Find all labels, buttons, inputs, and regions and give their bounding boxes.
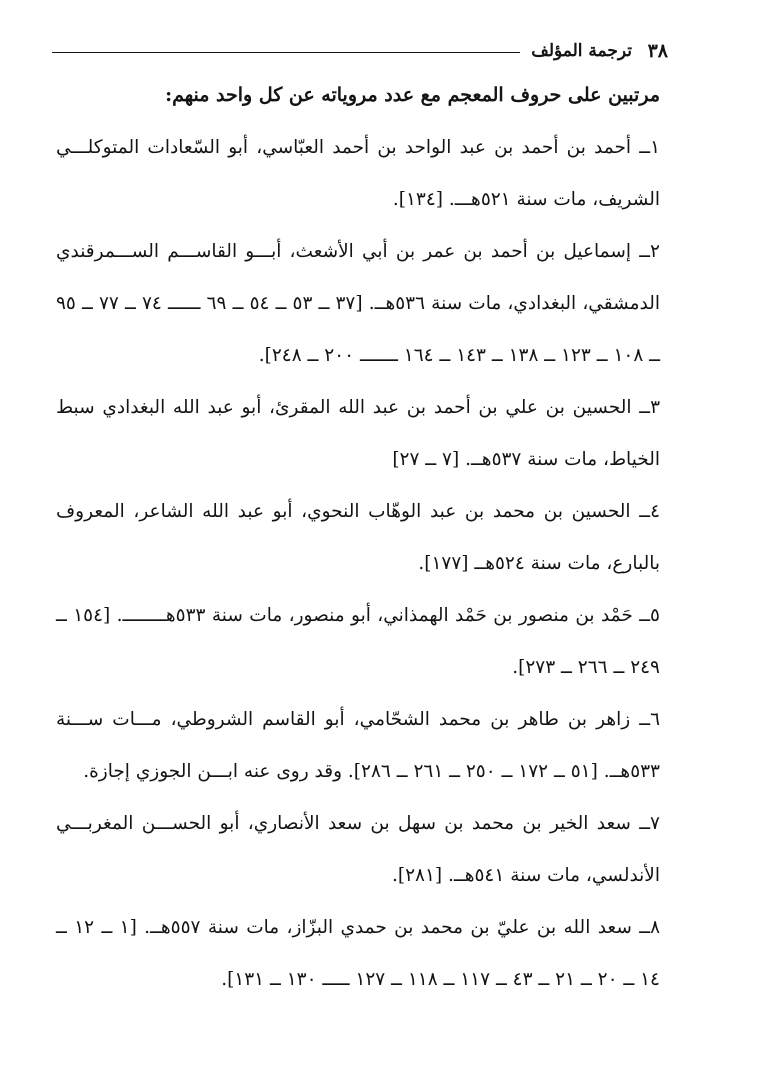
- entry-text: أحمد بن أحمد بن عبد الواحد بن أحمد العبّاسي، أبو السّعادات المتوكلـــي الشريف، مات سنة ٥٢١هـــ.: [56, 137, 660, 210]
- entry-references: [٧ ــ ٢٧]: [392, 449, 460, 470]
- intro-line: مرتبين على حروف المعجم مع عدد مروياته عن كل واحد منهم:: [165, 84, 660, 106]
- entry-number: ٧ــ: [639, 813, 660, 834]
- entry-text: سعد الله بن عليّ بن محمد بن حمدي البزّاز، مات سنة ٥٥٧هــ.: [144, 917, 632, 938]
- entry-text: زاهر بن طاهر بن محمد الشحّامي، أبو القاسم الشروطي، مـــات ســـنة ٥٣٣هــ.: [56, 709, 660, 782]
- body-text: [56, 74, 660, 1006]
- entry-number: ١ــ: [639, 137, 661, 158]
- entry-number: ٥ــ: [639, 605, 660, 626]
- entry-2: [56, 226, 660, 382]
- entry-6: [56, 694, 660, 798]
- entry-1: [56, 122, 660, 226]
- entry-3: [56, 382, 660, 486]
- entry-references: [٥١ ــ ١٧٢ ــ ٢٥٠ ــ ٢٦١ ــ ٢٨٦]. وقد روى عنه ابـــن الجوزي إجازة.: [83, 761, 598, 782]
- entry-text: سعد الخير بن محمد بن سهل بن سعد الأنصاري، أبو الحســـن المغربـــي الأندلسي، مات سنة ٥٤١هــ.: [56, 813, 660, 886]
- entry-references: [١٣٤].: [392, 189, 444, 210]
- entry-references: [١ ــ ١٢ ــ ١٤ ــ ٢٠ ــ ٢١ ــ ٤٣ ــ ١١٧ ــ ١١٨ ــ ١٢٧ ـــــ ١٣٠ ــ ١٣١].: [56, 917, 660, 990]
- entry-references: [١٧٧].: [418, 553, 469, 574]
- entry-references: [٢٨١].: [391, 865, 443, 886]
- entry-5: [56, 590, 660, 694]
- entry-references: [٣٧ ــ ٥٣ ــ ٥٤ ــ ٦٩ ــــــ ٧٤ ــ ٧٧ ــ ٩٥ ــ ١٠٨ ــ ١٢٣ ــ ١٣٨ ــ ١٤٣ ــ ١٦٤ ـــــــ ٢٠٠ ــ ٢٤٨].: [56, 293, 660, 366]
- entry-text: إسماعيل بن أحمد بن عمر بن أبي الأشعث، أبـــو القاســـم الســـمرقندي الدمشقي، البغدادي، مات سنة ٥٣٦هــ.: [56, 241, 660, 314]
- entry-4: [56, 486, 660, 590]
- entry-7: [56, 798, 660, 902]
- running-header: [52, 40, 668, 62]
- header-rule: [52, 52, 520, 53]
- page-number: ٣٨: [647, 40, 668, 62]
- entry-number: ٢ــ: [639, 241, 660, 262]
- entry-number: ٨ــ: [639, 917, 660, 938]
- entry-text: الحسين بن علي بن أحمد بن عبد الله المقرئ، أبو عبد الله البغدادي سبط الخياط، مات سنة ٥٣٧هــ.: [56, 397, 660, 470]
- entry-8: [56, 902, 660, 1006]
- entry-number: ٤ــ: [639, 501, 660, 522]
- entry-text: الحسين بن محمد بن عبد الوهّاب النحوي، أبو عبد الله الشاعر، المعروف بالبارع، مات سنة ٥٢٤هــ: [56, 501, 660, 574]
- entry-references: [١٥٤ ــ ٢٤٩ ــ ٢٦٦ ــ ٢٧٣].: [56, 605, 660, 678]
- entry-number: ٣ــ: [639, 397, 660, 418]
- entry-text: حَمْد بن منصور بن حَمْد الهمذاني، أبو منصور، مات سنة ٥٣٣هــــــــ.: [116, 605, 633, 626]
- running-title: ترجمة المؤلف: [531, 41, 632, 61]
- entry-number: ٦ــ: [639, 709, 660, 730]
